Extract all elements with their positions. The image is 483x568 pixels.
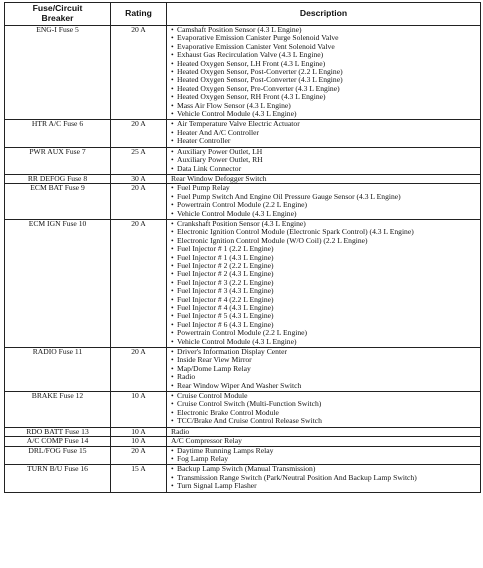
table-row — [5, 120, 481, 147]
description-item-text: Fuel Injector # 4 (2.2 L Engine) — [177, 294, 274, 304]
description-item-text: Rear Window Wiper And Washer Switch — [177, 380, 302, 390]
description-cell — [167, 446, 481, 465]
description-item-text: Fuel Injector # 1 (4.3 L Engine) — [177, 252, 274, 262]
description-item-text: Backup Lamp Switch (Manual Transmission) — [177, 464, 316, 474]
bullet-icon: • — [171, 464, 174, 474]
description-item-text: Radio — [177, 372, 196, 382]
description-item-text: Camshaft Position Sensor (4.3 L Engine) — [177, 25, 302, 34]
bullet-icon: • — [171, 446, 174, 455]
header-fuse-line2: Breaker — [41, 13, 74, 23]
bullet-icon: • — [171, 163, 174, 173]
bullet-icon: • — [171, 155, 174, 165]
description-item — [171, 417, 478, 425]
rating-cell: 10 A — [111, 437, 167, 446]
description-item — [171, 382, 478, 390]
bullet-icon: • — [171, 109, 174, 119]
description-item-text: Fuel Injector # 2 (4.3 L Engine) — [177, 269, 274, 279]
description-cell — [167, 26, 481, 120]
description-cell — [167, 348, 481, 392]
description-item-text: Electronic Ignition Control Module (Electronic Spark Control) (4.3 L Engine) — [177, 227, 414, 237]
rating-cell: 30 A — [111, 174, 167, 183]
description-cell — [167, 465, 481, 492]
description-item-text: Heated Oxygen Sensor, RH Front (4.3 L Engine) — [177, 92, 326, 102]
description-cell — [167, 427, 481, 436]
description-item-text: Fuel Injector # 4 (4.3 L Engine) — [177, 303, 274, 312]
bullet-icon: • — [171, 227, 174, 237]
bullet-icon: • — [171, 416, 174, 426]
description-text: A/C Compressor Relay — [171, 436, 242, 446]
description-item-text: Fuel Injector # 2 (2.2 L Engine) — [177, 260, 274, 270]
description-item-text: Daytime Running Lamps Relay — [177, 446, 274, 455]
bullet-icon: • — [171, 355, 174, 365]
description-item — [171, 110, 478, 118]
rating-cell: 20 A — [111, 348, 167, 392]
rating-cell: 20 A — [111, 26, 167, 120]
description-cell — [167, 184, 481, 220]
bullet-icon: • — [171, 147, 174, 156]
description-item-text: Fuel Pump Relay — [177, 183, 230, 193]
rating-cell: 15 A — [111, 465, 167, 492]
header-fuse-line1: Fuse/Circuit — [32, 3, 83, 13]
description-item-text: Transmission Range Switch (Park/Neutral Position And Backup Lamp Switch) — [177, 472, 417, 482]
fuse-name-cell: PWR AUX Fuse 7 — [5, 147, 111, 174]
description-item-text: Crankshaft Position Sensor (4.3 L Engine) — [177, 219, 306, 228]
description-item-text: Map/Dome Lamp Relay — [177, 363, 251, 373]
description-item-text: Auxiliary Power Outlet, RH — [177, 155, 263, 165]
description-text: Rear Window Defogger Switch — [171, 174, 267, 183]
description-item-text: Fuel Injector # 6 (4.3 L Engine) — [177, 319, 274, 329]
bullet-icon: • — [171, 481, 174, 491]
description-item-text: Heater And A/C Controller — [177, 127, 260, 137]
bullet-icon: • — [171, 363, 174, 373]
bullet-icon: • — [171, 399, 174, 409]
fuse-name-cell: HTR A/C Fuse 6 — [5, 120, 111, 147]
table-row — [5, 219, 481, 347]
rating-cell: 10 A — [111, 427, 167, 436]
rating-cell: 25 A — [111, 147, 167, 174]
description-cell — [167, 219, 481, 347]
description-cell — [167, 174, 481, 183]
description-item-text: Heated Oxygen Sensor, LH Front (4.3 L Engine) — [177, 58, 326, 68]
description-item — [171, 482, 478, 490]
fuse-table-body — [5, 26, 481, 493]
table-row — [5, 348, 481, 392]
fuse-name-cell: RR DEFOG Fuse 8 — [5, 174, 111, 183]
description-item-text: Vehicle Control Module (4.3 L Engine) — [177, 208, 297, 218]
table-row — [5, 446, 481, 465]
description-item-text: Vehicle Control Module (4.3 L Engine) — [177, 109, 297, 119]
rating-cell: 20 A — [111, 446, 167, 465]
description-item-text: Fuel Injector # 3 (2.2 L Engine) — [177, 277, 274, 287]
fuse-name-cell: RADIO Fuse 11 — [5, 348, 111, 392]
bullet-icon: • — [171, 191, 174, 201]
bullet-icon: • — [171, 303, 174, 312]
bullet-icon: • — [171, 328, 174, 338]
description-item — [171, 338, 478, 346]
bullet-icon: • — [171, 100, 174, 110]
bullet-icon: • — [171, 92, 174, 102]
bullet-icon: • — [171, 208, 174, 218]
bullet-icon: • — [171, 200, 174, 210]
description-item-text: Mass Air Flow Sensor (4.3 L Engine) — [177, 100, 291, 110]
description-cell — [167, 147, 481, 174]
bullet-icon: • — [171, 33, 174, 43]
bullet-icon: • — [171, 235, 174, 245]
description-item-text: Turn Signal Lamp Flasher — [177, 481, 257, 491]
description-item-text: Electronic Ignition Control Module (W/O Coil) (2.2 L Engine) — [177, 235, 368, 245]
bullet-icon: • — [171, 269, 174, 279]
description-item — [171, 137, 478, 145]
description-item — [171, 210, 478, 218]
bullet-icon: • — [171, 311, 174, 321]
bullet-icon: • — [171, 58, 174, 68]
fuse-name-cell: BRAKE Fuse 12 — [5, 392, 111, 428]
description-item-text: Air Temperature Valve Electric Actuator — [177, 119, 300, 129]
description-text: Radio — [171, 427, 190, 436]
bullet-icon: • — [171, 127, 174, 137]
table-row — [5, 26, 481, 120]
description-item-text: TCC/Brake And Cruise Control Release Switch — [177, 416, 322, 426]
bullet-icon: • — [171, 119, 174, 129]
header-fuse — [5, 3, 111, 26]
bullet-icon: • — [171, 183, 174, 193]
description-item-text: Heater Controller — [177, 136, 231, 146]
description-item-text: Fog Lamp Relay — [177, 453, 229, 463]
description-item-text: Fuel Injector # 5 (4.3 L Engine) — [177, 311, 274, 321]
bullet-icon: • — [171, 244, 174, 254]
description-item-text: Heated Oxygen Sensor, Post-Converter (4.3 L Engine) — [177, 75, 343, 85]
bullet-icon: • — [171, 219, 174, 228]
bullet-icon: • — [171, 260, 174, 270]
description-cell — [167, 120, 481, 147]
description-item-text: Auxiliary Power Outlet, LH — [177, 147, 263, 156]
description-item-text: Driver's Information Display Center — [177, 347, 287, 357]
bullet-icon: • — [171, 380, 174, 390]
bullet-icon: • — [171, 472, 174, 482]
bullet-icon: • — [171, 453, 174, 463]
bullet-icon: • — [171, 336, 174, 346]
description-item-text: Vehicle Control Module (4.3 L Engine) — [177, 336, 297, 346]
description-item-text: Fuel Injector # 1 (2.2 L Engine) — [177, 244, 274, 254]
bullet-icon: • — [171, 319, 174, 329]
fuse-name-cell: A/C COMP Fuse 14 — [5, 437, 111, 446]
bullet-icon: • — [171, 136, 174, 146]
header-rating: Rating — [111, 3, 167, 26]
description-item-text: Heated Oxygen Sensor, Post-Converter (2.2 L Engine) — [177, 67, 343, 77]
bullet-icon: • — [171, 407, 174, 417]
bullet-icon: • — [171, 75, 174, 85]
bullet-icon: • — [171, 277, 174, 287]
bullet-icon: • — [171, 83, 174, 93]
bullet-icon: • — [171, 25, 174, 34]
description-item-text: Evaporative Emission Canister Vent Solenoid Valve — [177, 41, 335, 51]
table-row — [5, 392, 481, 428]
table-row — [5, 184, 481, 220]
table-row — [5, 437, 481, 446]
description-item-text: Powertrain Control Module (2.2 L Engine) — [177, 328, 308, 338]
bullet-icon: • — [171, 41, 174, 51]
description-item-text: Cruise Control Module — [177, 391, 248, 401]
bullet-icon: • — [171, 286, 174, 296]
fuse-name-cell: DRL/FOG Fuse 15 — [5, 446, 111, 465]
bullet-icon: • — [171, 294, 174, 304]
fuse-name-cell: ECM IGN Fuse 10 — [5, 219, 111, 347]
table-row — [5, 147, 481, 174]
fuse-name-cell: RDO BATT Fuse 13 — [5, 427, 111, 436]
header-description: Description — [167, 3, 481, 26]
fuse-name-cell: ENG-I Fuse 5 — [5, 26, 111, 120]
header-row — [5, 3, 481, 26]
rating-cell: 20 A — [111, 219, 167, 347]
rating-cell: 10 A — [111, 392, 167, 428]
description-item-text: Fuel Pump Switch And Engine Oil Pressure Gauge Sensor (4.3 L Engine) — [177, 191, 401, 201]
description-item-text: Data Link Connector — [177, 163, 242, 173]
bullet-icon: • — [171, 50, 174, 60]
table-row — [5, 174, 481, 183]
description-item-text: Exhaust Gas Recirculation Valve (4.3 L Engine) — [177, 50, 324, 60]
bullet-icon: • — [171, 252, 174, 262]
description-item-text: Electronic Brake Control Module — [177, 407, 279, 417]
bullet-icon: • — [171, 372, 174, 382]
table-row — [5, 465, 481, 492]
description-item-text: Inside Rear View Mirror — [177, 355, 252, 365]
description-item-text: Powertrain Control Module (2.2 L Engine) — [177, 200, 308, 210]
description-item-text: Cruise Control Switch (Multi-Function Switch) — [177, 399, 322, 409]
bullet-icon: • — [171, 347, 174, 357]
fuse-name-cell: TURN B/U Fuse 16 — [5, 465, 111, 492]
description-cell — [167, 392, 481, 428]
description-cell — [167, 437, 481, 446]
table-row — [5, 427, 481, 436]
rating-cell: 20 A — [111, 184, 167, 220]
description-item — [171, 165, 478, 173]
description-item — [171, 365, 478, 373]
bullet-icon: • — [171, 391, 174, 401]
description-item — [171, 455, 478, 463]
bullet-icon: • — [171, 67, 174, 77]
description-item-text: Evaporative Emission Canister Purge Solenoid Valve — [177, 33, 339, 43]
rating-cell: 20 A — [111, 120, 167, 147]
description-item-text: Heated Oxygen Sensor, Pre-Converter (4.3 L Engine) — [177, 83, 340, 93]
fuse-table — [4, 2, 481, 493]
description-item-text: Fuel Injector # 3 (4.3 L Engine) — [177, 286, 274, 296]
fuse-name-cell: ECM BAT Fuse 9 — [5, 184, 111, 220]
